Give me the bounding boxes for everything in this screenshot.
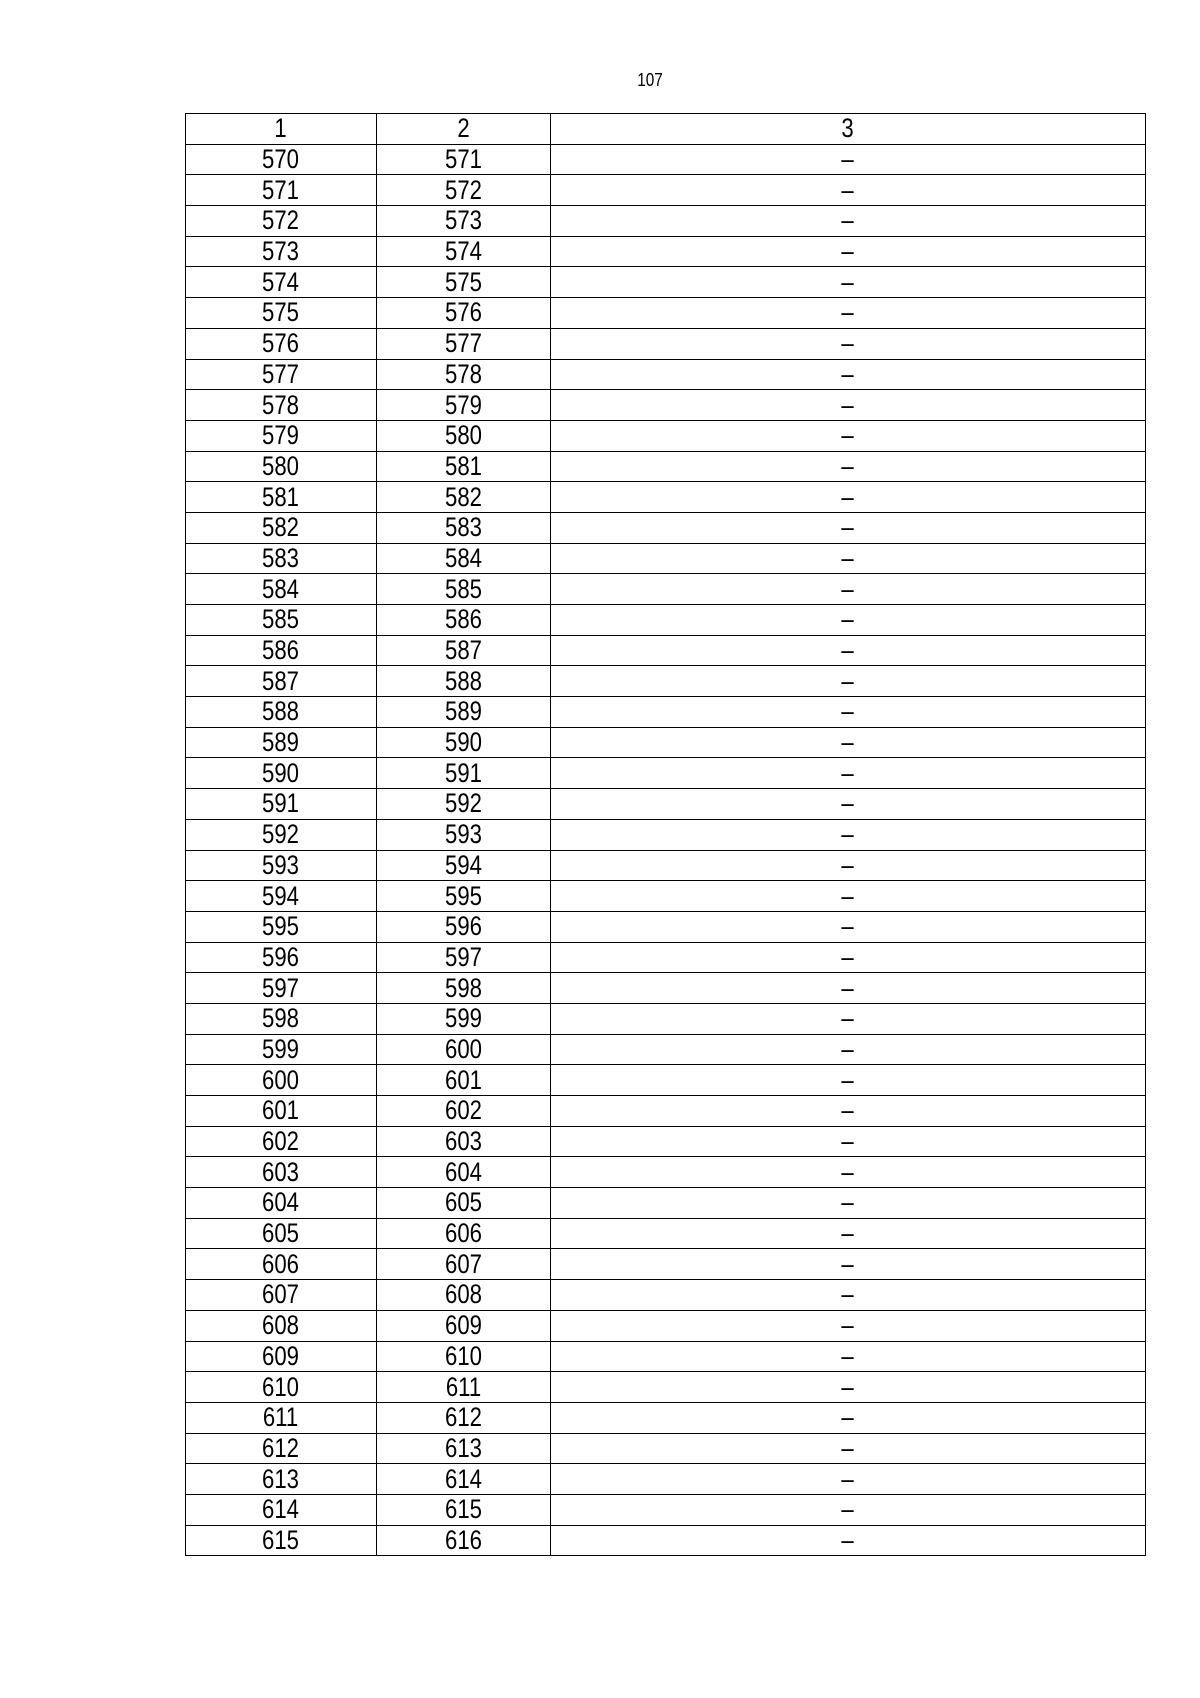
table-cell: 579: [377, 390, 551, 421]
table-cell: 574: [377, 236, 551, 267]
table-cell: 581: [377, 451, 551, 482]
table-cell: –: [551, 574, 1146, 605]
table-cell: –: [551, 1372, 1146, 1403]
table-cell: 602: [377, 1096, 551, 1127]
table-row: [186, 1003, 1146, 1034]
table-row: [186, 1310, 1146, 1341]
table-cell: –: [551, 451, 1146, 482]
table-row: [186, 973, 1146, 1004]
table-cell: –: [551, 911, 1146, 942]
header-cell: 2: [377, 114, 551, 145]
table-row: [186, 1157, 1146, 1188]
table-cell: 599: [186, 1034, 377, 1065]
table-row: [186, 328, 1146, 359]
table-cell: 589: [377, 697, 551, 728]
table-cell: 572: [377, 175, 551, 206]
table-cell: 597: [377, 942, 551, 973]
table-cell: 594: [186, 881, 377, 912]
table-cell: 608: [186, 1310, 377, 1341]
table-row: [186, 605, 1146, 636]
table-cell: –: [551, 298, 1146, 329]
table-cell: 616: [377, 1525, 551, 1556]
table-cell: –: [551, 1096, 1146, 1127]
table-cell: –: [551, 1126, 1146, 1157]
table-cell: –: [551, 758, 1146, 789]
table-row: [186, 727, 1146, 758]
table-cell: 586: [186, 635, 377, 666]
table-cell: 603: [186, 1157, 377, 1188]
table-cell: –: [551, 727, 1146, 758]
table-cell: 584: [377, 543, 551, 574]
table-cell: –: [551, 1249, 1146, 1280]
table-cell: 575: [186, 298, 377, 329]
table-cell: 615: [186, 1525, 377, 1556]
table-cell: –: [551, 635, 1146, 666]
table-cell: 582: [377, 482, 551, 513]
table-cell: 611: [186, 1402, 377, 1433]
table-cell: 598: [377, 973, 551, 1004]
table-cell: 612: [186, 1433, 377, 1464]
table-cell: 595: [377, 881, 551, 912]
table-cell: 615: [377, 1494, 551, 1525]
table-cell: 613: [377, 1433, 551, 1464]
table-cell: 591: [377, 758, 551, 789]
table-cell: 578: [186, 390, 377, 421]
table-row: [186, 1065, 1146, 1096]
table-row: [186, 1280, 1146, 1311]
table-cell: –: [551, 973, 1146, 1004]
table-cell: 588: [186, 697, 377, 728]
table-row: [186, 666, 1146, 697]
table-cell: 598: [186, 1003, 377, 1034]
table-cell: –: [551, 144, 1146, 175]
table-cell: –: [551, 175, 1146, 206]
table-cell: 587: [377, 635, 551, 666]
table-cell: 593: [186, 850, 377, 881]
table-cell: 574: [186, 267, 377, 298]
table-cell: 581: [186, 482, 377, 513]
table-cell: –: [551, 850, 1146, 881]
table-cell: 596: [377, 911, 551, 942]
table-cell: –: [551, 697, 1146, 728]
table-row: [186, 1034, 1146, 1065]
table-cell: –: [551, 267, 1146, 298]
table-cell: 608: [377, 1280, 551, 1311]
table-cell: 607: [377, 1249, 551, 1280]
table-cell: 580: [186, 451, 377, 482]
table-cell: 585: [186, 605, 377, 636]
table-row: [186, 574, 1146, 605]
table-row: [186, 911, 1146, 942]
table-cell: 600: [186, 1065, 377, 1096]
table-row: [186, 451, 1146, 482]
table-cell: 606: [377, 1218, 551, 1249]
table-row: [186, 1525, 1146, 1556]
table-cell: –: [551, 1433, 1146, 1464]
table-cell: –: [551, 605, 1146, 636]
table-cell: –: [551, 1494, 1146, 1525]
table-cell: –: [551, 1310, 1146, 1341]
table-cell: 592: [186, 819, 377, 850]
table-row: [186, 1188, 1146, 1219]
table-cell: –: [551, 1065, 1146, 1096]
table-cell: –: [551, 1034, 1146, 1065]
table-cell: 578: [377, 359, 551, 390]
table-row: [186, 482, 1146, 513]
table-cell: 589: [186, 727, 377, 758]
table-cell: 614: [377, 1464, 551, 1495]
table-cell: 600: [377, 1034, 551, 1065]
table-cell: 572: [186, 206, 377, 237]
table-cell: –: [551, 1402, 1146, 1433]
table-cell: –: [551, 1157, 1146, 1188]
table-cell: 601: [186, 1096, 377, 1127]
table-cell: 604: [377, 1157, 551, 1188]
header-cell: 1: [186, 114, 377, 145]
table-cell: 609: [377, 1310, 551, 1341]
table-cell: –: [551, 1280, 1146, 1311]
data-table: [185, 113, 1146, 1556]
table-cell: 577: [377, 328, 551, 359]
table-cell: 576: [377, 298, 551, 329]
table-cell: –: [551, 1525, 1146, 1556]
table-cell: 614: [186, 1494, 377, 1525]
header-cell: 3: [551, 114, 1146, 145]
table-cell: 571: [186, 175, 377, 206]
table-cell: –: [551, 1188, 1146, 1219]
table-row: [186, 359, 1146, 390]
table-cell: 603: [377, 1126, 551, 1157]
table-cell: 610: [377, 1341, 551, 1372]
table-cell: 586: [377, 605, 551, 636]
table-cell: 594: [377, 850, 551, 881]
table-cell: 573: [377, 206, 551, 237]
table-cell: 611: [377, 1372, 551, 1403]
table-cell: 576: [186, 328, 377, 359]
table-row: [186, 1433, 1146, 1464]
table-row: [186, 697, 1146, 728]
table-cell: 605: [377, 1188, 551, 1219]
table-row: [186, 420, 1146, 451]
table-cell: 596: [186, 942, 377, 973]
table-cell: –: [551, 328, 1146, 359]
table-row: [186, 850, 1146, 881]
table-cell: –: [551, 1341, 1146, 1372]
table-row: [186, 819, 1146, 850]
table-cell: –: [551, 359, 1146, 390]
table-cell: –: [551, 390, 1146, 421]
table-cell: 583: [377, 512, 551, 543]
table-cell: –: [551, 881, 1146, 912]
table-cell: 592: [377, 789, 551, 820]
table-cell: 582: [186, 512, 377, 543]
table-cell: 593: [377, 819, 551, 850]
table-cell: 605: [186, 1218, 377, 1249]
table-cell: –: [551, 1464, 1146, 1495]
table-cell: 577: [186, 359, 377, 390]
table-cell: –: [551, 236, 1146, 267]
table-cell: 606: [186, 1249, 377, 1280]
table-row: [186, 543, 1146, 574]
table-cell: 580: [377, 420, 551, 451]
table-cell: 590: [377, 727, 551, 758]
table-cell: 604: [186, 1188, 377, 1219]
table-cell: 585: [377, 574, 551, 605]
table-cell: –: [551, 543, 1146, 574]
table-row: [186, 512, 1146, 543]
table-row: [186, 1249, 1146, 1280]
table-cell: 590: [186, 758, 377, 789]
table-row: [186, 1096, 1146, 1127]
table-row: [186, 267, 1146, 298]
table-cell: 587: [186, 666, 377, 697]
table-cell: –: [551, 942, 1146, 973]
table-cell: –: [551, 666, 1146, 697]
page-number: 107: [637, 70, 663, 90]
table-cell: 599: [377, 1003, 551, 1034]
table-cell: 584: [186, 574, 377, 605]
table-cell: –: [551, 206, 1146, 237]
table-cell: 607: [186, 1280, 377, 1311]
table-cell: –: [551, 512, 1146, 543]
table-row: [186, 1372, 1146, 1403]
table-cell: 610: [186, 1372, 377, 1403]
table-cell: 571: [377, 144, 551, 175]
table-header-row: [186, 114, 1146, 145]
table-row: [186, 1126, 1146, 1157]
table-cell: 591: [186, 789, 377, 820]
table-row: [186, 1402, 1146, 1433]
table-cell: –: [551, 482, 1146, 513]
table-row: [186, 758, 1146, 789]
table-row: [186, 789, 1146, 820]
table-cell: 575: [377, 267, 551, 298]
table-cell: 579: [186, 420, 377, 451]
table-row: [186, 206, 1146, 237]
table-cell: –: [551, 789, 1146, 820]
table-cell: 602: [186, 1126, 377, 1157]
table-row: [186, 1341, 1146, 1372]
table-row: [186, 1494, 1146, 1525]
table-cell: 595: [186, 911, 377, 942]
table-cell: –: [551, 1003, 1146, 1034]
table-cell: 597: [186, 973, 377, 1004]
table-row: [186, 1464, 1146, 1495]
table-row: [186, 942, 1146, 973]
table-cell: 612: [377, 1402, 551, 1433]
table-row: [186, 881, 1146, 912]
table-cell: 613: [186, 1464, 377, 1495]
table-cell: 588: [377, 666, 551, 697]
table-cell: 570: [186, 144, 377, 175]
table-cell: 601: [377, 1065, 551, 1096]
table-row: [186, 1218, 1146, 1249]
table-cell: –: [551, 819, 1146, 850]
table-row: [186, 175, 1146, 206]
table-row: [186, 390, 1146, 421]
table-cell: –: [551, 420, 1146, 451]
table-row: [186, 236, 1146, 267]
table-row: [186, 298, 1146, 329]
table-cell: 583: [186, 543, 377, 574]
table-cell: 609: [186, 1341, 377, 1372]
table-row: [186, 144, 1146, 175]
table-row: [186, 635, 1146, 666]
table-cell: –: [551, 1218, 1146, 1249]
table-cell: 573: [186, 236, 377, 267]
